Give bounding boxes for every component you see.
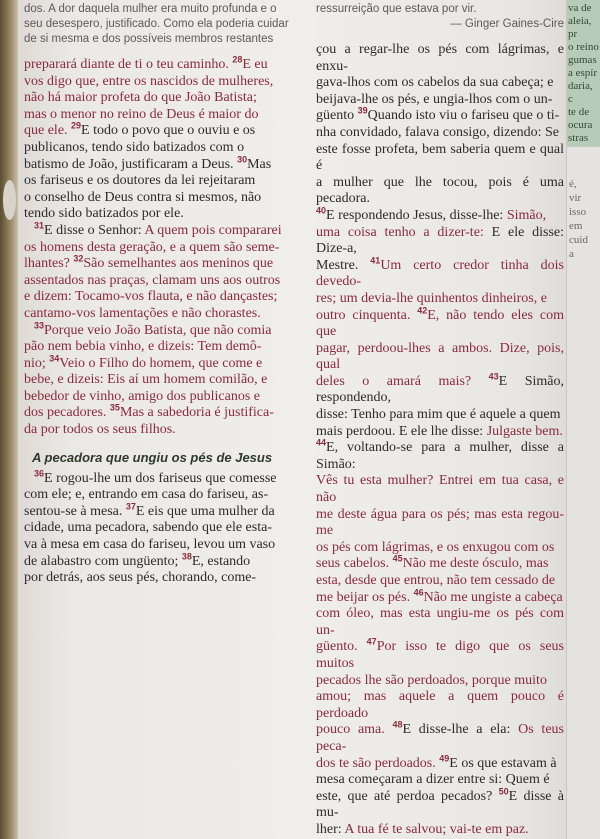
text-segment: por detrás, aos seus pés, chorando, come- (24, 570, 257, 586)
text-line (24, 319, 308, 340)
red-letter-text: A quem pois compararei (144, 222, 282, 238)
commentary-right (316, 2, 564, 32)
text-line (316, 341, 564, 374)
thumb-index-tab (3, 180, 16, 220)
text-line (316, 225, 564, 258)
left-column (24, 0, 308, 839)
text-line (316, 291, 564, 308)
red-letter-text: Os teus peca- (316, 722, 564, 754)
red-letter-text: preparará diante de ti o teu caminho. (24, 57, 233, 72)
section-heading: A pecadora que ungiu os pés de Jesus (32, 449, 273, 465)
text-line (316, 437, 564, 473)
text-line (24, 353, 308, 373)
red-letter-text: e dizem: Tocamo-vos flauta, e não dançastes; (24, 289, 278, 305)
red-letter-text: res; um devia-lhe quinhentos dinheiros, e (316, 290, 547, 306)
text-segment: cidade, uma pecadora, sabendo que ele esta- (24, 520, 272, 536)
text-line (316, 424, 564, 441)
red-letter-text: pecados lhe são perdoados, porque muito (316, 672, 547, 688)
text-segment: beijava-lhe os pés, e ungia-lhos com o un- (316, 91, 553, 107)
text-line (24, 120, 308, 140)
verse-number: 28 (232, 54, 243, 65)
text-line (316, 255, 564, 291)
sidebar-line: stras (568, 132, 589, 144)
text-segment: E os que estavam à (449, 755, 557, 771)
commentary-line: ressurreição que estava por vir. (316, 3, 477, 15)
text-line (24, 372, 308, 389)
verse-number: 37 (125, 501, 136, 512)
red-letter-text: deles o amará mais? (316, 373, 489, 389)
text-segment: E Simão, respondendo, (316, 373, 564, 406)
red-letter-text: Veio o Filho do homem, que come e (59, 355, 263, 371)
text-segment: E, estando (191, 553, 251, 569)
text-segment: çou a regar-lhe os pés com lágrimas, e enxu- (316, 42, 564, 74)
text-segment: mais perdoou. E ele lhe disse: (316, 423, 487, 439)
text-line (316, 205, 564, 225)
text-segment: E eis que uma mulher da (135, 503, 275, 519)
red-letter-text: Não me ungiste a cabeça (423, 589, 563, 605)
red-letter-text: não há maior profeta do que João Batista; (24, 90, 257, 106)
text-segment: E disse à mu- (316, 788, 564, 821)
text-line (24, 140, 308, 157)
text-line (24, 190, 308, 207)
verse-number: 35 (109, 402, 120, 413)
next-page-fragment (566, 0, 600, 839)
text-line (316, 719, 564, 755)
red-letter-text: Mas a sabedoria é justifica- (119, 405, 274, 421)
red-letter-text: me deste água para os pés; mas esta regou-me (316, 506, 564, 539)
red-letter-text: outro cinquenta. (316, 307, 418, 323)
red-letter-text: dos te são perdoados. (316, 755, 440, 771)
red-letter-text: bebe, e dizeis: Eis aí um homem comilão, e (24, 372, 268, 388)
text-segment: E respondendo Jesus, disse-lhe: (326, 207, 507, 223)
left-column-text (24, 54, 308, 439)
verse-number: 36 (34, 468, 45, 478)
next-page-line: vir (569, 192, 582, 204)
next-page-text (567, 177, 600, 261)
red-letter-text: E eu (242, 57, 268, 72)
sidebar-line: gumas (568, 54, 597, 66)
red-letter-text: Julgaste bem. (486, 423, 563, 439)
text-line (24, 289, 308, 306)
sidebar-line: daria, c (568, 80, 593, 105)
red-letter-text: Não me deste ósculo, mas (402, 556, 549, 572)
text-line (24, 501, 308, 521)
red-letter-text: pão nem bebia vinho, e dizeis: Tem demô- (24, 339, 262, 355)
text-line (316, 636, 565, 672)
verse-number: 50 (498, 786, 509, 797)
red-letter-text: pouco ama. (316, 722, 393, 738)
text-line (316, 586, 564, 607)
text-segment: E disse o Senhor: (44, 222, 145, 238)
red-letter-text: pagar, perdoou-lhes a ambos. Dize, pois, qual (316, 340, 564, 373)
red-letter-text: seus cabelos. (316, 556, 393, 572)
next-page-line: isso (569, 206, 587, 218)
verse-number: 48 (392, 719, 403, 730)
text-line (316, 772, 564, 789)
red-letter-text: dos pecadores. (24, 405, 110, 421)
text-line (316, 42, 564, 75)
red-letter-text: esta, desde que entrou, não tem cessado de (316, 573, 556, 588)
verse-number: 43 (488, 371, 499, 382)
text-line (316, 606, 564, 639)
right-column-text (316, 42, 564, 839)
text-line (316, 689, 564, 722)
text-line (24, 273, 308, 290)
text-segment: publicanos, tendo sido batizados com o (24, 139, 245, 155)
text-line (316, 553, 564, 573)
text-line (24, 550, 308, 571)
sidebar-line: aleia, pr (568, 15, 592, 40)
red-letter-text: mas o menor no reino de Deus é maior do (24, 106, 259, 122)
text-segment: mesa começaram a dizer entre si: Quem é (316, 772, 550, 788)
red-letter-text: Simão, (506, 207, 547, 223)
text-segment: tendo sido batizados por ele. (24, 206, 184, 222)
text-segment: o conselho de Deus contra si mesmos, não (24, 189, 262, 205)
verse-number: 45 (392, 553, 403, 564)
commentary-line: seu desespero, justificado. Como ela poderia cuidar (24, 18, 289, 30)
verse-number: 47 (366, 636, 377, 647)
text-line (24, 537, 308, 554)
text-line (316, 125, 564, 142)
text-line (24, 339, 308, 356)
red-letter-text: os pés com lágrimas, e os enxugou com os (316, 539, 555, 555)
text-segment: com ele; e, entrando em casa do fariseu, as- (24, 487, 269, 503)
text-line (316, 75, 564, 92)
text-segment: E, voltando-se para a mulher, disse a Simão: (316, 440, 564, 472)
red-letter-text: cantamo-vos lamentações e não chorastes. (24, 305, 261, 321)
text-line (316, 752, 564, 773)
red-letter-text: amou; mas aquele a quem pouco é perdoado (316, 689, 564, 721)
text-segment: va à mesa em casa do fariseu, levou um vaso (24, 537, 276, 553)
text-segment: E rogou-lhe um dos fariseus que comesse (44, 470, 277, 486)
text-line (316, 142, 564, 175)
text-segment: este fosse profeta, bem saberia quem e qual é (316, 141, 564, 174)
text-segment: Mestre. (316, 257, 371, 273)
commentary-line: de si mesma e dos possíveis membros restantes (24, 33, 274, 45)
verse-number: 49 (439, 752, 450, 763)
text-line (316, 673, 564, 690)
verse-number: 38 (181, 550, 192, 561)
red-letter-text: com óleo, mas esta ungiu-me os pés com un- (316, 606, 564, 638)
verse-number: 29 (71, 120, 82, 131)
red-letter-text: güento. (316, 639, 367, 655)
verse-number: 42 (417, 304, 428, 315)
text-segment: batismo de João, justificaram a Deus. (24, 156, 238, 172)
red-letter-text: Vês tu esta mulher? Entrei em tua casa, e não (316, 473, 564, 506)
verse-number: 30 (237, 153, 248, 164)
text-line (24, 153, 308, 174)
red-letter-text: nio; (24, 355, 50, 371)
next-page-line: em (569, 220, 583, 232)
verse-number: 34 (49, 353, 60, 364)
text-line (316, 175, 564, 208)
red-letter-text: os homens desta geração, e a quem são seme- (24, 239, 280, 255)
verse-number: 31 (34, 220, 45, 231)
verse-number: 39 (357, 105, 368, 116)
red-letter-text: vos digo que, entre os nascidos de mulheres, (24, 73, 274, 89)
text-segment: Mas (247, 156, 272, 172)
verse-number: 32 (73, 253, 84, 264)
text-line (24, 90, 308, 107)
sidebar-line: a espír (568, 67, 598, 79)
verse-number: 41 (370, 255, 381, 266)
sidebar-line: o reino (568, 41, 599, 53)
book-page-edge (0, 0, 18, 839)
red-letter-text: me beijar os pés. (316, 589, 414, 605)
text-segment: de alabastro com ungüento; (24, 553, 182, 569)
next-page-line: cuid (569, 234, 588, 246)
text-line (24, 570, 308, 587)
text-line (24, 306, 308, 323)
text-segment: Quando isto viu o fariseu que o ti- (367, 108, 560, 124)
red-letter-text: uma coisa tenho a dizer-te: (316, 224, 492, 240)
text-line (316, 573, 564, 590)
text-line (316, 507, 564, 540)
commentary-left (24, 2, 308, 47)
text-segment: E disse-lhe a ela: (402, 722, 519, 738)
verse-number: 44 (316, 437, 327, 448)
text-line (24, 468, 308, 488)
text-segment: E todo o povo que o ouviu e os (81, 123, 256, 139)
commentary-line: dos. A dor daquela mulher era muito profunda e o (24, 3, 277, 15)
red-letter-text: Um certo credor tinha dois devedo- (316, 257, 564, 290)
text-line (24, 253, 308, 273)
text-segment: E ele disse: Dize-a, (316, 224, 564, 257)
sidebar-line: ocura (568, 119, 593, 131)
text-line (316, 371, 564, 407)
text-segment: sentou-se à mesa. (24, 503, 126, 519)
text-line (24, 173, 308, 190)
text-line (24, 520, 308, 537)
red-letter-text: São semelhantes aos meninos que (83, 256, 274, 272)
text-segment: este, que até perdoa pecados? (316, 788, 499, 804)
red-letter-text: que ele. (24, 123, 72, 139)
sidebar-box (567, 0, 600, 147)
verse-number: 40 (316, 205, 327, 216)
text-segment: a mulher que lhe tocou, pois é uma pecadora. (316, 174, 564, 207)
text-segment: nha convidado, falava consigo, dizendo: Se (316, 124, 559, 140)
text-segment: os fariseus e os doutores da lei rejeitaram (24, 173, 256, 189)
text-line (316, 105, 564, 125)
text-line (24, 206, 308, 223)
text-segment: güento (316, 108, 358, 124)
text-line (24, 487, 308, 504)
text-line (24, 402, 308, 422)
red-letter-text: Por isso te digo que os seus muitos (316, 639, 565, 671)
sidebar-line: va de (568, 2, 592, 14)
text-line (316, 92, 564, 109)
text-line (24, 74, 308, 91)
text-segment: gava-lhos com os cabelos da sua cabeça; e (316, 75, 554, 91)
red-letter-text: Porque veio João Batista, que não comia (44, 322, 272, 338)
text-line (24, 240, 308, 257)
text-line (316, 822, 564, 839)
red-letter-text: bebedor de vinho, amigo dos publicanos e (24, 388, 261, 404)
text-line (316, 540, 564, 557)
text-line (24, 389, 308, 406)
text-line (24, 107, 308, 124)
next-page-line: a (569, 248, 574, 260)
text-segment: lher: (316, 821, 345, 837)
text-line (24, 422, 308, 439)
verse-number: 33 (34, 319, 45, 330)
red-letter-text: lhantes? (24, 256, 74, 272)
red-letter-text: A tua fé te salvou; vai-te em paz. (344, 821, 529, 837)
text-segment: disse: Tenho para mim que é aquele a quem (316, 407, 561, 423)
left-column-text-2 (24, 468, 308, 587)
sidebar-line: te de (568, 106, 590, 118)
red-letter-text: assentados nas praças, clamam uns aos outros (24, 272, 281, 288)
right-column (316, 0, 564, 839)
text-line (316, 786, 564, 822)
verse-number: 46 (413, 586, 424, 597)
next-page-line: é, (569, 178, 577, 190)
red-letter-text: da por todos os seus filhos. (24, 422, 176, 438)
text-line (316, 407, 564, 424)
text-line (316, 304, 564, 341)
text-line (316, 473, 564, 506)
text-line (24, 54, 308, 74)
commentary-attribution: — Ginger Gaines-Cire (450, 18, 564, 30)
red-letter-text: E, não tendo eles com que (316, 307, 564, 340)
text-line (24, 220, 308, 240)
